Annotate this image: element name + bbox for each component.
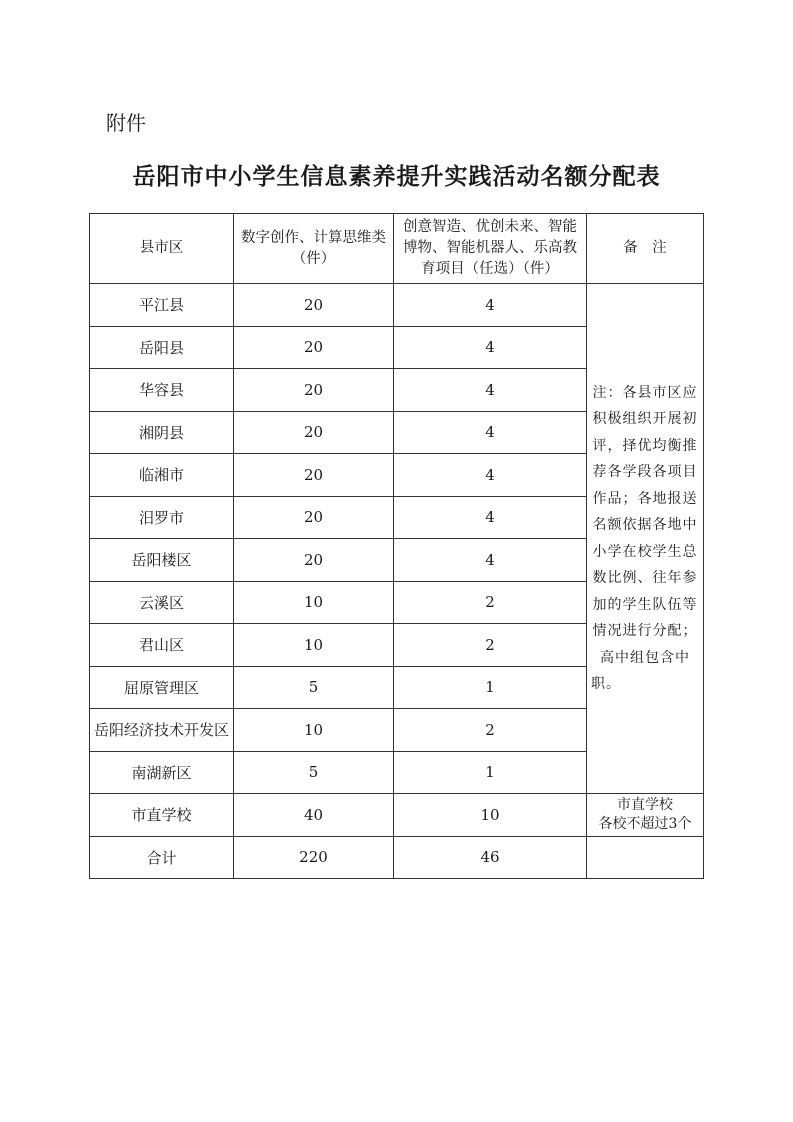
table-header-row (90, 214, 704, 284)
county-cell: 云溪区 (90, 581, 234, 624)
header-remark: 备 注 (587, 214, 704, 284)
total-creative: 46 (394, 836, 587, 879)
creative-cell: 4 (394, 539, 587, 582)
county-cell: 汨罗市 (90, 496, 234, 539)
digital-cell: 20 (234, 369, 394, 412)
county-cell: 君山区 (90, 624, 234, 667)
attachment-label: 附件 (106, 111, 146, 135)
county-cell: 岳阳楼区 (90, 539, 234, 582)
table-row-city-school (90, 794, 704, 837)
county-cell: 市直学校 (90, 794, 234, 837)
document-title: 岳阳市中小学生信息素养提升实践活动名额分配表 (132, 163, 661, 190)
total-label: 合计 (90, 836, 234, 879)
digital-cell: 20 (234, 496, 394, 539)
header-digital: 数字创作、计算思维类（件） (234, 214, 394, 284)
creative-cell: 1 (394, 666, 587, 709)
digital-cell: 20 (234, 326, 394, 369)
digital-cell: 20 (234, 539, 394, 582)
county-cell: 湘阴县 (90, 411, 234, 454)
total-digital: 220 (234, 836, 394, 879)
city-school-remark (587, 794, 704, 837)
digital-cell: 20 (234, 411, 394, 454)
creative-cell: 2 (394, 709, 587, 752)
digital-cell: 5 (234, 751, 394, 794)
creative-cell: 1 (394, 751, 587, 794)
header-creative: 创意智造、优创未来、智能博物、智能机器人、乐高教育项目（任选）（件） (394, 214, 587, 284)
creative-cell: 4 (394, 326, 587, 369)
county-cell: 平江县 (90, 284, 234, 327)
creative-cell: 4 (394, 369, 587, 412)
county-cell: 岳阳经济技术开发区 (90, 709, 234, 752)
creative-cell: 2 (394, 581, 587, 624)
allocation-table (89, 213, 704, 879)
total-remark (587, 836, 704, 879)
creative-cell: 10 (394, 794, 587, 837)
digital-cell: 20 (234, 284, 394, 327)
digital-cell: 10 (234, 581, 394, 624)
creative-cell: 2 (394, 624, 587, 667)
table-row-total (90, 836, 704, 879)
county-cell: 南湖新区 (90, 751, 234, 794)
remark-note: 注：各县市区应积极组织开展初评，择优均衡推荐各学段各项目作品；各地报送名额依据各地中小学在校学生总数比例、往年参加的学生队伍等情况进行分配；高中组包含中职。 (587, 284, 704, 794)
creative-cell: 4 (394, 284, 587, 327)
city-school-remark-line1: 市直学校 (617, 796, 673, 813)
county-cell: 屈原管理区 (90, 666, 234, 709)
city-school-remark-line2: 各校不超过3个 (598, 815, 692, 832)
digital-cell: 20 (234, 454, 394, 497)
digital-cell: 10 (234, 624, 394, 667)
header-county: 县市区 (90, 214, 234, 284)
creative-cell: 4 (394, 454, 587, 497)
county-cell: 临湘市 (90, 454, 234, 497)
table-row (90, 284, 704, 327)
digital-cell: 10 (234, 709, 394, 752)
digital-cell: 5 (234, 666, 394, 709)
creative-cell: 4 (394, 411, 587, 454)
county-cell: 华容县 (90, 369, 234, 412)
digital-cell: 40 (234, 794, 394, 837)
creative-cell: 4 (394, 496, 587, 539)
county-cell: 岳阳县 (90, 326, 234, 369)
